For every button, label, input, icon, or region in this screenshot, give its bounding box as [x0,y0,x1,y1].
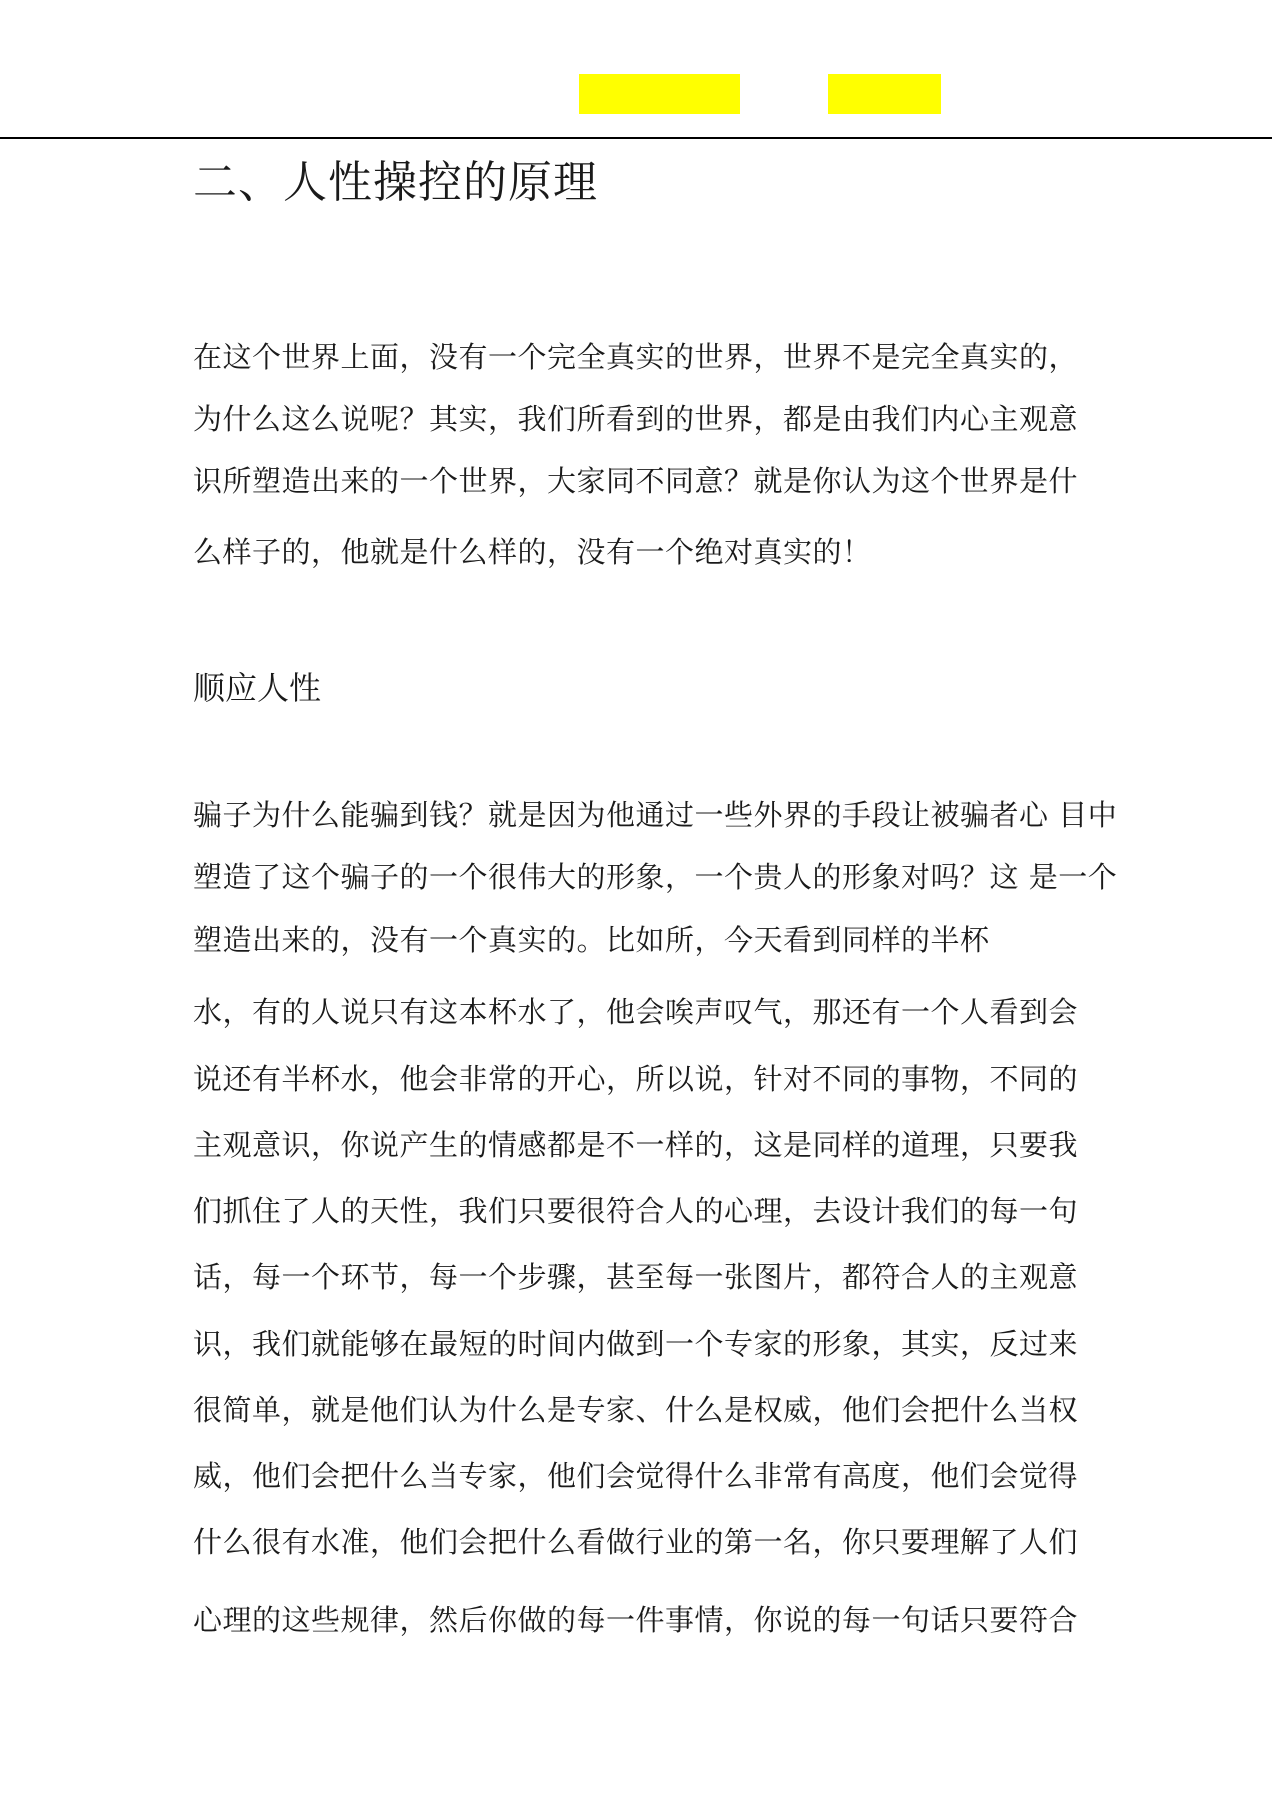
highlight-mark-right [828,74,941,114]
paragraph-2-line: 很简单，就是他们认为什么是专家、什么是权威，他们会把什么当权 [193,1393,1079,1427]
header-rule [0,137,1272,139]
paragraph-1-line: 为什么这么说呢？其实，我们所看到的世界，都是由我们内心主观意 [193,402,1079,436]
section-title: 二、人性操控的原理 [193,157,598,208]
paragraph-2-line: 塑造出来的，没有一个真实的。比如所，今天看到同样的半杯 [193,923,990,957]
paragraph-2-line: 骗子为什么能骗到钱？就是因为他通过一些外界的手段让被骗者心 目中 [193,798,1118,832]
paragraph-2-line: 水，有的人说只有这本杯水了，他会唉声叹气，那还有一个人看到会 [193,995,1079,1029]
paragraph-2-line: 说还有半杯水，他会非常的开心，所以说，针对不同的事物，不同的 [193,1062,1079,1096]
paragraph-2-line: 话，每一个环节，每一个步骤，甚至每一张图片，都符合人的主观意 [193,1260,1079,1294]
highlight-mark-left [579,74,740,114]
paragraph-1-line: 在这个世界上面，没有一个完全真实的世界，世界不是完全真实的， [193,340,1079,374]
paragraph-2-line: 们抓住了人的天性，我们只要很符合人的心理，去设计我们的每一句 [193,1194,1079,1228]
paragraph-2-line: 塑造了这个骗子的一个很伟大的形象，一个贵人的形象对吗？这 是一个 [193,860,1118,894]
paragraph-2-line: 识，我们就能够在最短的时间内做到一个专家的形象，其实，反过来 [193,1327,1079,1361]
paragraph-1-line: 识所塑造出来的一个世界，大家同不同意？就是你认为这个世界是什 [193,464,1079,498]
paragraph-2-line: 什么很有水准，他们会把什么看做行业的第一名，你只要理解了人们 [193,1525,1079,1559]
paragraph-1-line: 么样子的，他就是什么样的，没有一个绝对真实的！ [193,535,872,569]
paragraph-2-line: 主观意识，你说产生的情感都是不一样的，这是同样的道理，只要我 [193,1128,1079,1162]
paragraph-2-line: 心理的这些规律，然后你做的每一件事情，你说的每一句话只要符合 [193,1603,1079,1637]
paragraph-2-line: 威，他们会把什么当专家，他们会觉得什么非常有高度，他们会觉得 [193,1459,1079,1493]
subheading: 顺应人性 [193,669,322,707]
